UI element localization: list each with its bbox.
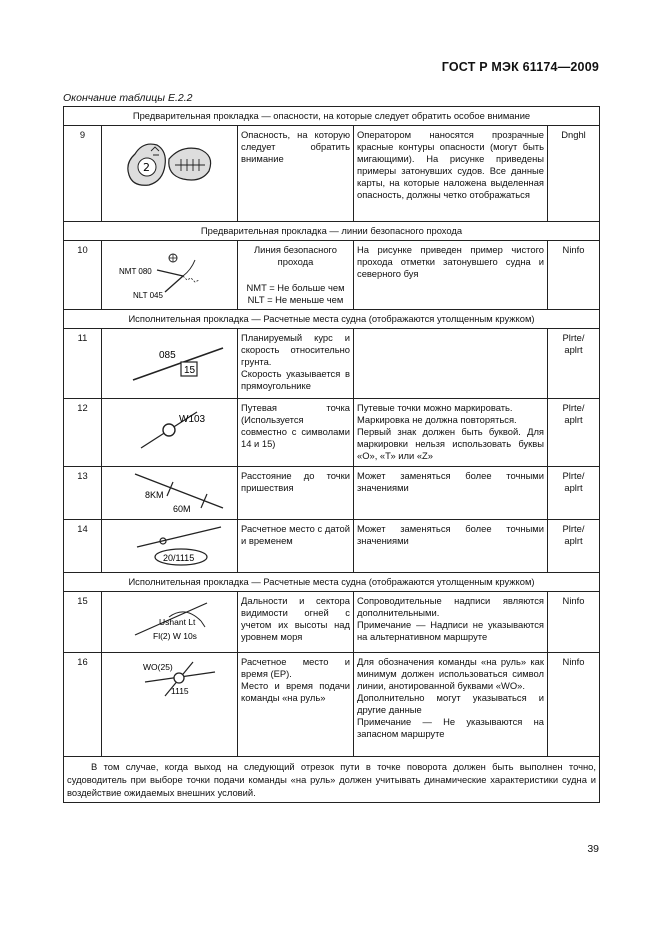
speed-label: 15 bbox=[184, 365, 196, 376]
table-caption: Окончание таблицы Е.2.2 bbox=[63, 92, 193, 104]
table-row bbox=[64, 592, 600, 653]
footer-note: В том случае, когда выход на следующий отрезок пути в точке поворота должен быть выполнен точно, судоводитель при выборе точки подачи команды «на руль» должен учитывать динамические характеристики судна и воздействие ожидаемых внешних условий. bbox=[64, 757, 600, 803]
nlt-label: NLT 045 bbox=[133, 291, 163, 300]
code bbox=[548, 329, 600, 399]
note bbox=[354, 653, 548, 757]
code: Dnghl bbox=[548, 126, 600, 222]
note-line: Примечание — Не указываются на запасном маршруте bbox=[357, 716, 544, 739]
desc-nmt: NMT = Не больше чем bbox=[246, 282, 345, 293]
note-line: Путевые точки можно маркировать. bbox=[357, 402, 513, 413]
symbol-cell bbox=[102, 399, 238, 467]
description: Путевая точка (Используется совместно с символами 14 и 15) bbox=[238, 399, 354, 467]
code-line: aplrt bbox=[564, 535, 583, 546]
row-number: 16 bbox=[64, 653, 102, 757]
note: Может заменяться более точными значениями bbox=[354, 467, 548, 520]
note-line: Первый знак должен быть буквой. Для маркировки нельзя использовать буквы «О», «Т» или «Z» bbox=[357, 426, 544, 461]
code-line: aplrt bbox=[564, 344, 583, 355]
description: Опасность, на которую следует обратить внимание bbox=[238, 126, 354, 222]
note bbox=[354, 329, 548, 399]
waypoint-label: W103 bbox=[179, 414, 206, 425]
desc-line: Планируемый курс и скорость относительно грунта. bbox=[241, 332, 350, 367]
code: Ninfo bbox=[548, 241, 600, 310]
desc-nlt: NLT = Не меньше чем bbox=[247, 294, 344, 305]
table-row bbox=[64, 329, 600, 399]
table-row bbox=[64, 467, 600, 520]
code-line: Plrte/ bbox=[562, 402, 585, 413]
note-line: Маркировка не должна повторяться. bbox=[357, 414, 517, 425]
code bbox=[548, 520, 600, 573]
section-row bbox=[64, 222, 600, 241]
desc-line: Место и время подачи команды «на руль» bbox=[241, 680, 350, 703]
section-row bbox=[64, 573, 600, 592]
note: Может заменяться более точными значениями bbox=[354, 520, 548, 573]
section-title: Предварительная прокладка — опасности, на которые следует обратить особое внимание bbox=[64, 107, 600, 126]
description bbox=[238, 241, 354, 310]
safe-passage-symbol bbox=[105, 244, 235, 306]
distance-b-label: 60M bbox=[173, 504, 191, 514]
note bbox=[354, 399, 548, 467]
symbol-cell bbox=[102, 653, 238, 757]
desc-line: Скорость указывается в прямоугольнике bbox=[241, 368, 350, 391]
symbol-cell bbox=[102, 520, 238, 573]
wreck-danger-symbol bbox=[105, 129, 235, 209]
svg-text:2: 2 bbox=[143, 161, 150, 174]
desc-title: Линия безопасного прохода bbox=[254, 244, 337, 267]
note: Оператором наносятся прозрачные красные контуры опасности (могут быть мигающими). На рисунке приведены примеры затонувших судов. Все данные карты, на которые наложена выделенная опасность, должны четко отображаться bbox=[354, 126, 548, 222]
note-line: Дополнительно могут указываться и другие данные bbox=[357, 692, 544, 715]
code-line: Plrte/ bbox=[562, 470, 585, 481]
time-label: 1115 bbox=[171, 686, 189, 696]
description: Дальности и сектора видимости огней с учетом их высоты над уровнем моря bbox=[238, 592, 354, 653]
description bbox=[238, 653, 354, 757]
note-line: Сопроводительные надписи являются дополнительными. bbox=[357, 595, 544, 618]
course-label: 085 bbox=[159, 350, 176, 361]
code bbox=[548, 399, 600, 467]
nmt-label: NMT 080 bbox=[119, 267, 152, 276]
note bbox=[354, 592, 548, 653]
row-number: 13 bbox=[64, 467, 102, 520]
section-row bbox=[64, 107, 600, 126]
note-line: Для обозначения команды «на руль» как минимум должен использоваться символ линии, анотированной буквами «WO». bbox=[357, 656, 544, 691]
table-row bbox=[64, 126, 600, 222]
light-name-label: Ushant Lt bbox=[159, 617, 196, 627]
table bbox=[63, 106, 600, 803]
description: Расстояние до точки пришествия bbox=[238, 467, 354, 520]
wheel-over-symbol bbox=[105, 656, 235, 700]
table-row bbox=[64, 399, 600, 467]
waypoint-symbol bbox=[105, 402, 235, 462]
footer-row bbox=[64, 757, 600, 803]
code-line: aplrt bbox=[564, 414, 583, 425]
note: На рисунке приведен пример чистого прохода отметки затонувшего судна и северного буя bbox=[354, 241, 548, 310]
description: Расчетное место с датой и временем bbox=[238, 520, 354, 573]
page-number: 39 bbox=[587, 843, 599, 855]
symbol-cell bbox=[102, 329, 238, 399]
code: Ninfo bbox=[548, 653, 600, 757]
symbol-cell bbox=[102, 592, 238, 653]
code-line: Plrte/ bbox=[562, 332, 585, 343]
row-number: 10 bbox=[64, 241, 102, 310]
table-row bbox=[64, 520, 600, 573]
code-line: aplrt bbox=[564, 482, 583, 493]
code bbox=[548, 467, 600, 520]
distance-symbol bbox=[105, 470, 235, 516]
code: Ninfo bbox=[548, 592, 600, 653]
symbol-cell bbox=[102, 126, 238, 222]
code-line: Plrte/ bbox=[562, 523, 585, 534]
row-number: 12 bbox=[64, 399, 102, 467]
light-sector-symbol bbox=[105, 595, 235, 649]
table-row bbox=[64, 653, 600, 757]
standard-header: ГОСТ Р МЭК 61174—2009 bbox=[441, 60, 599, 74]
row-number: 14 bbox=[64, 520, 102, 573]
desc-line: Расчетное место и время (ЕР). bbox=[241, 656, 350, 679]
row-number: 15 bbox=[64, 592, 102, 653]
row-number: 11 bbox=[64, 329, 102, 399]
course-speed-symbol bbox=[105, 332, 235, 394]
symbol-cell bbox=[102, 467, 238, 520]
section-title: Исполнительная прокладка — Расчетные места судна (отображаются утолщенным кружком) bbox=[64, 310, 600, 329]
note-line: Примечание — Надписи не указываются на альтернативном маршруте bbox=[357, 619, 544, 642]
description bbox=[238, 329, 354, 399]
section-title: Исполнительная прокладка — Расчетные места судна (отображаются утолщенным кружком) bbox=[64, 573, 600, 592]
distance-a-label: 8KM bbox=[145, 490, 164, 500]
section-title: Предварительная прокладка — линии безопасного прохода bbox=[64, 222, 600, 241]
estimated-position-symbol bbox=[105, 523, 235, 569]
light-char-label: Fl(2) W 10s bbox=[153, 631, 197, 641]
wheel-over-label: WO(25) bbox=[143, 662, 173, 672]
row-number: 9 bbox=[64, 126, 102, 222]
table-row bbox=[64, 241, 600, 310]
symbol-cell bbox=[102, 241, 238, 310]
datetime-label: 20/1115 bbox=[163, 553, 195, 563]
section-row bbox=[64, 310, 600, 329]
